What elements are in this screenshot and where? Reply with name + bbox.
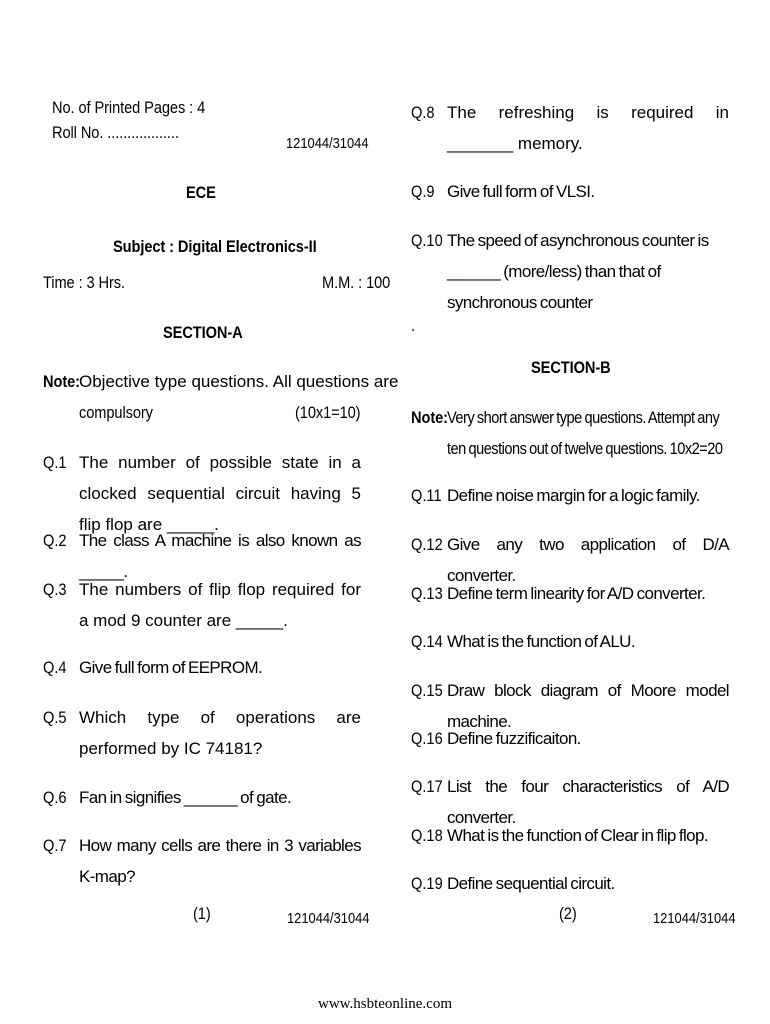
page-code: 121044/31044 xyxy=(287,910,370,927)
question-number: Q.2 xyxy=(43,531,67,550)
section-a-heading: SECTION-A xyxy=(163,323,243,342)
question-number: Q.3 xyxy=(43,580,67,599)
question-text: The class A machine is also known as _____. xyxy=(79,531,361,581)
max-marks: M.M. : 100 xyxy=(322,273,391,292)
page-number: (2) xyxy=(559,904,577,923)
section-b-heading: SECTION-B xyxy=(531,358,611,377)
stray-dot: . xyxy=(411,316,415,335)
note-text-line1: Objective type questions. All questions are xyxy=(79,372,399,391)
question-text: Define noise margin for a logic family. xyxy=(447,486,700,505)
subject-heading: Subject : Digital Electronics-II xyxy=(113,237,317,256)
question-text: What is the function of ALU. xyxy=(447,632,635,651)
note-text-line2: ten questions out of twelve questions. 10x2=20 xyxy=(447,439,723,458)
question-number: Q.16 xyxy=(411,729,443,748)
question-item xyxy=(43,447,361,534)
question-text: Fan in signifies ______ of gate. xyxy=(79,788,292,807)
question-number: Q.9 xyxy=(411,182,435,201)
question-number: Q.8 xyxy=(411,103,435,122)
question-text: Give any two application of D/A converter. xyxy=(447,535,729,585)
question-number: Q.7 xyxy=(43,836,67,855)
note-text-line2: compulsory xyxy=(79,403,153,422)
note-marks: (10x1=10) xyxy=(295,403,361,422)
question-text: What is the function of Clear in flip flop. xyxy=(447,826,709,845)
question-number: Q.14 xyxy=(411,632,443,651)
page-number: (1) xyxy=(193,904,211,923)
question-number: Q.17 xyxy=(411,777,443,796)
question-text: Give full form of EEPROM. xyxy=(79,658,263,677)
question-number: Q.19 xyxy=(411,874,443,893)
question-text: How many cells are there in 3 variables K-map? xyxy=(79,836,361,886)
time-label: Time : 3 Hrs. xyxy=(43,273,126,292)
question-text: Define fuzzificaiton. xyxy=(447,729,581,748)
question-number: Q.5 xyxy=(43,708,67,727)
printed-pages: No. of Printed Pages : 4 xyxy=(52,98,206,117)
question-number: Q.13 xyxy=(411,584,443,603)
question-text: Give full form of VLSI. xyxy=(447,182,595,201)
website-footer: www.hsbteonline.com xyxy=(317,996,452,1012)
note-text-line1: Very short answer type questions. Attempt any xyxy=(447,408,720,427)
question-number: Q.15 xyxy=(411,681,443,700)
page-code: 121044/31044 xyxy=(653,910,736,927)
question-number: Q.6 xyxy=(43,788,67,807)
question-text: Draw block diagram of Moore model machine. xyxy=(447,681,729,731)
paper-code: 121044/31044 xyxy=(286,135,369,152)
question-number: Q.12 xyxy=(411,535,443,554)
question-number: Q.10 xyxy=(411,231,443,250)
note-label: Note: xyxy=(411,408,448,427)
question-text: The speed of asynchronous counter is ______ (more/less) than that of synchronous counter xyxy=(447,231,709,312)
question-text: Which type of operations are performed by IC 74181? xyxy=(79,708,361,758)
question-text: The refreshing is required in _______ memory. xyxy=(447,103,729,153)
question-text: List the four characteristics of A/D converter. xyxy=(447,777,729,827)
roll-no: Roll No. .................. xyxy=(52,123,179,142)
branch-heading: ECE xyxy=(186,183,216,202)
question-number: Q.1 xyxy=(43,453,67,472)
question-text: The number of possible state in a clocked sequential circuit having 5 flip flop are _____. xyxy=(79,453,361,534)
question-text: Define term linearity for A/D converter. xyxy=(447,584,706,603)
note-label: Note: xyxy=(43,372,80,391)
question-number: Q.18 xyxy=(411,826,443,845)
question-number: Q.11 xyxy=(411,486,442,505)
question-text: Define sequential circuit. xyxy=(447,874,615,893)
question-text: The numbers of flip flop required for a mod 9 counter are _____. xyxy=(79,580,361,630)
question-number: Q.4 xyxy=(43,658,67,677)
